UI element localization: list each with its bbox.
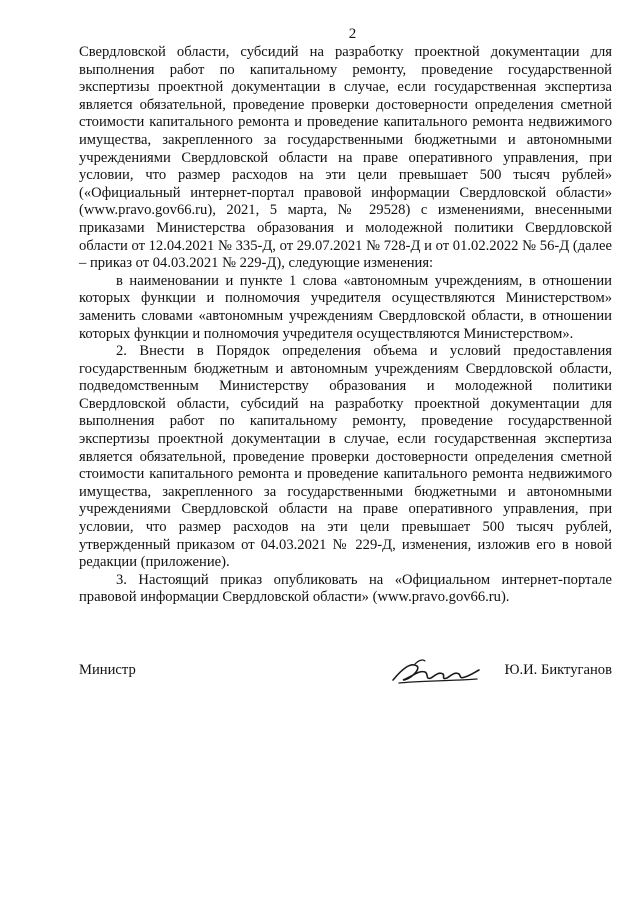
paragraph-item-2: 2. Внести в Порядок определения объема и условий предоставления государственным бюджетным и автономным учреждениям Свердловской области, подведомственным Министерству образования и молодежной политики Свердловской области, субсидий на разработку проектной документации для выполнения работ по капитальному ремонту, проведение государственной экспертизы проектной документации в случае, если государственная экспертиза является обязательной, проведение проверки достоверности определения сметной стоимости капитального ремонта и проведение капитального ремонта недвижимого имущества, закрепленного за государственными бюджетными и автономными учреждениями Свердловской области на праве оперативного управления, при условии, что размер расходов на эти цели превышает 500 тысяч рублей, утвержденный приказом от 04.03.2021 № 229-Д, изменения, изложив его в новой редакции (приложение).: [79, 343, 612, 571]
page-number: 2: [348, 26, 357, 42]
handwritten-signature: [389, 654, 484, 688]
paragraph-item-3: 3. Настоящий приказ опубликовать на «Официальном интернет-портале правовой информации Свердловской области» (www.pravo.gov66.ru).: [79, 571, 612, 606]
paragraph-amendment: в наименовании и пункте 1 слова «автономным учреждениям, в отношении которых функции и полномочия учредителя осуществляются Министерством» заменить словами «автономным учреждениям Свердловской области, в отношении которых функции и полномочия учредителя осуществляются Министерством».: [79, 272, 612, 342]
signatory-title: Министр: [79, 662, 136, 678]
signature-block: [79, 660, 612, 688]
signatory-name: Ю.И. Биктуганов: [504, 662, 612, 678]
paragraph-continuation: Свердловской области, субсидий на разработку проектной документации для выполнения работ по капитальному ремонту, проведение государственной экспертизы проектной документации в случае, если государственная экспертиза является обязательной, проведение проверки достоверности определения сметной стоимости капитального ремонта и проведение капитального ремонта недвижимого имущества, закрепленного за государственными бюджетными и автономными учреждениями Свердловской области на праве оперативного управления, при условии, что размер расходов на эти цели превышает 500 тысяч рублей» («Официальный интернет-портал правовой информации Свердловской области» (www.pravo.gov66.ru), 2021, 5 марта, № 29528) с изменениями, внесенными приказами Министерства образования и молодежной политики Свердловской области от 12.04.2021 № 335-Д, от 29.07.2021 № 728-Д и от 01.02.2022 № 56-Д (далее – приказ от 04.03.2021 № 229-Д), следующие изменения:: [79, 44, 612, 272]
